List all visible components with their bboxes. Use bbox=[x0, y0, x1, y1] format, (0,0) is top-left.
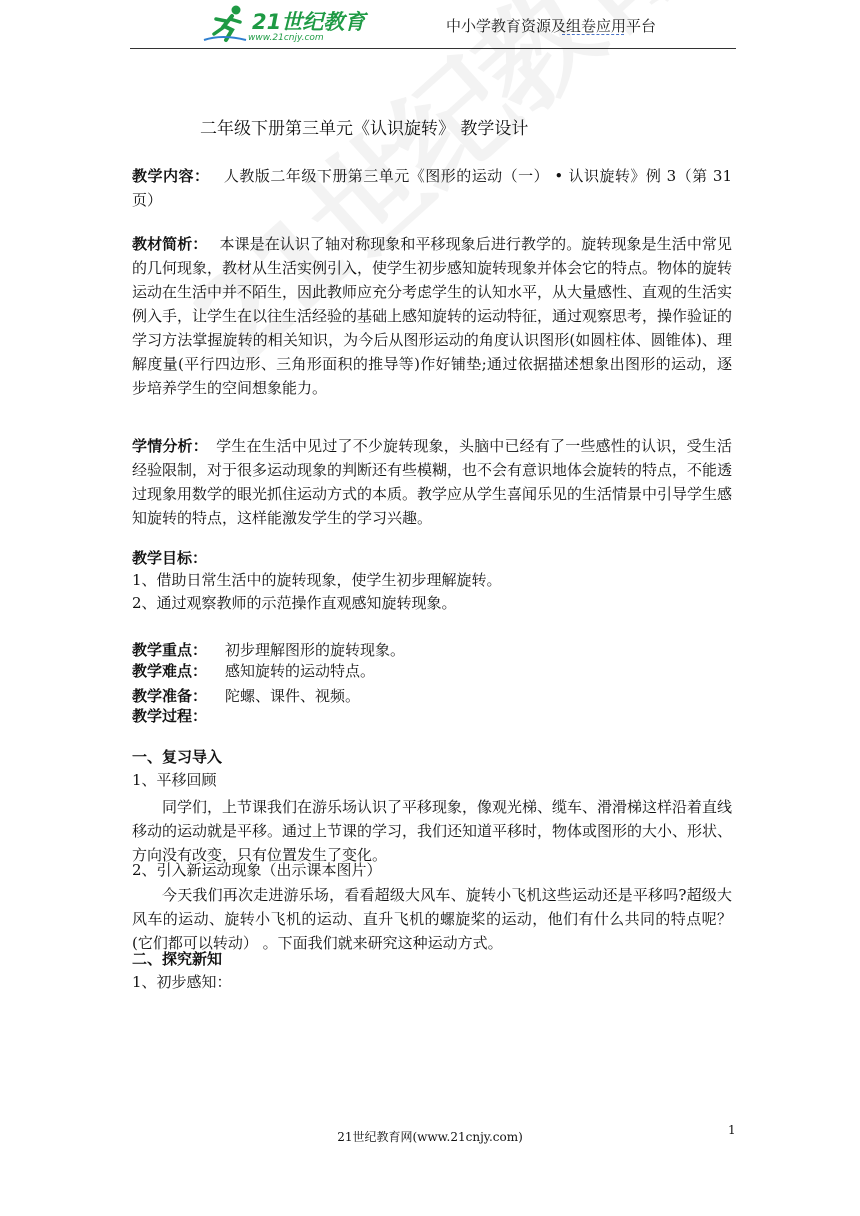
teaching-content bbox=[132, 164, 732, 212]
difficulty-label: 教学难点： bbox=[132, 662, 208, 680]
preparation-text: 陀螺、课件、视频。 bbox=[225, 687, 361, 705]
logo-text: 21世纪教育 bbox=[252, 10, 366, 34]
section1-para2: 今天我们再次走进游乐场，看看超级大风车、旋转小飞机这些运动还是平移吗?超级大风车的运动、旋转小飞机的运动、直升飞机的螺旋桨的运动，他们有什么共同的特点呢？ (它们都可以转动） 。下面我们就来研究这种运动方式。 bbox=[132, 886, 732, 952]
student-analysis bbox=[132, 434, 732, 530]
section1-heading: 一、复习导入 bbox=[132, 748, 223, 766]
page-footer[interactable]: 21世纪教育网(www.21cnjy.com) bbox=[337, 1130, 523, 1144]
student-analysis-label: 学情分析： bbox=[132, 437, 208, 455]
section1-para1: 同学们，上节课我们在游乐场认识了平移现象，像观光梯、缆车、滑滑梯这样沿着直线移动的运动就是平移。通过上节课的学习，我们还知道平移时，物体或图形的大小、形状、方向没有改变，只有位置发生了变化。 bbox=[132, 798, 733, 864]
teaching-content-text: 人教版二年级下册第三单元《图形的运动（一） • 认识旋转》例 3（第 31 页） bbox=[132, 167, 732, 209]
material-analysis-label: 教材简析： bbox=[132, 235, 208, 253]
goal-item: 2、通过观察教师的示范操作直观感知旋转现象。 bbox=[132, 594, 457, 612]
material-analysis-text: 本课是在认识了轴对称现象和平移现象后进行教学的。旋转现象是生活中常见的几何现象，教材从生活实例引入，使学生初步感知旋转现象并体会它的特点。物体的旋转运动在生活中并不陌生，因此教师应充分考虑学生的认知水平，从大量感性、直观的生活实例入手，让学生在以往生活经验的基础上感知旋转的运动特征，通过观察思考，操作验证的学习方法掌握旋转的相关知识，为今后从图形运动的角度认识图形(如圆柱体、圆锥体)、理解度量(平行四边形、三角形面积的推导等)作好铺垫;通过依据描述想象出图形的运动，逐步培养学生的空间想象能力。 bbox=[132, 235, 733, 397]
preparation-label: 教学准备： bbox=[132, 687, 208, 705]
section1-sub2: 2、引入新运动现象（出示课本图片） bbox=[132, 861, 382, 879]
site-logo[interactable] bbox=[202, 4, 366, 44]
platform-title: 中小学教育资源及组卷应用平台 bbox=[445, 17, 656, 35]
key-point-text: 初步理解图形的旋转现象。 bbox=[225, 641, 406, 659]
page-title: 二年级下册第三单元《认识旋转》 教学设计 bbox=[200, 119, 529, 139]
difficulty-text: 感知旋转的运动特点。 bbox=[225, 662, 376, 680]
section2-heading: 二、探究新知 bbox=[132, 950, 223, 968]
material-analysis bbox=[132, 232, 732, 400]
process-label: 教学过程： bbox=[132, 707, 208, 725]
key-point-label: 教学重点： bbox=[132, 641, 208, 659]
link-underline bbox=[562, 34, 624, 35]
goal-item: 1、借助日常生活中的旋转现象，使学生初步理解旋转。 bbox=[132, 571, 502, 589]
goals-label: 教学目标： bbox=[132, 549, 208, 567]
student-analysis-text: 学生在生活中见过了不少旋转现象，头脑中已经有了一些感性的认识，受生活经验限制，对于很多运动现象的判断还有些模糊，也不会有意识地体会旋转的特点，不能透过现象用数学的眼光抓住运动方式的本质。教学应从学生喜闻乐见的生活情景中引导学生感知旋转的特点，这样能激发学生的学习兴趣。 bbox=[132, 437, 733, 527]
runner-icon bbox=[202, 4, 250, 44]
section1-sub1: 1、平移回顾 bbox=[132, 771, 217, 789]
section2-sub1: 1、初步感知： bbox=[132, 973, 232, 991]
page-header bbox=[130, 0, 736, 49]
page-number: 1 bbox=[728, 1123, 736, 1137]
teaching-content-label: 教学内容： bbox=[132, 167, 210, 185]
difficulty bbox=[132, 659, 375, 683]
logo-url[interactable]: www.21cnjy.com bbox=[248, 33, 324, 43]
